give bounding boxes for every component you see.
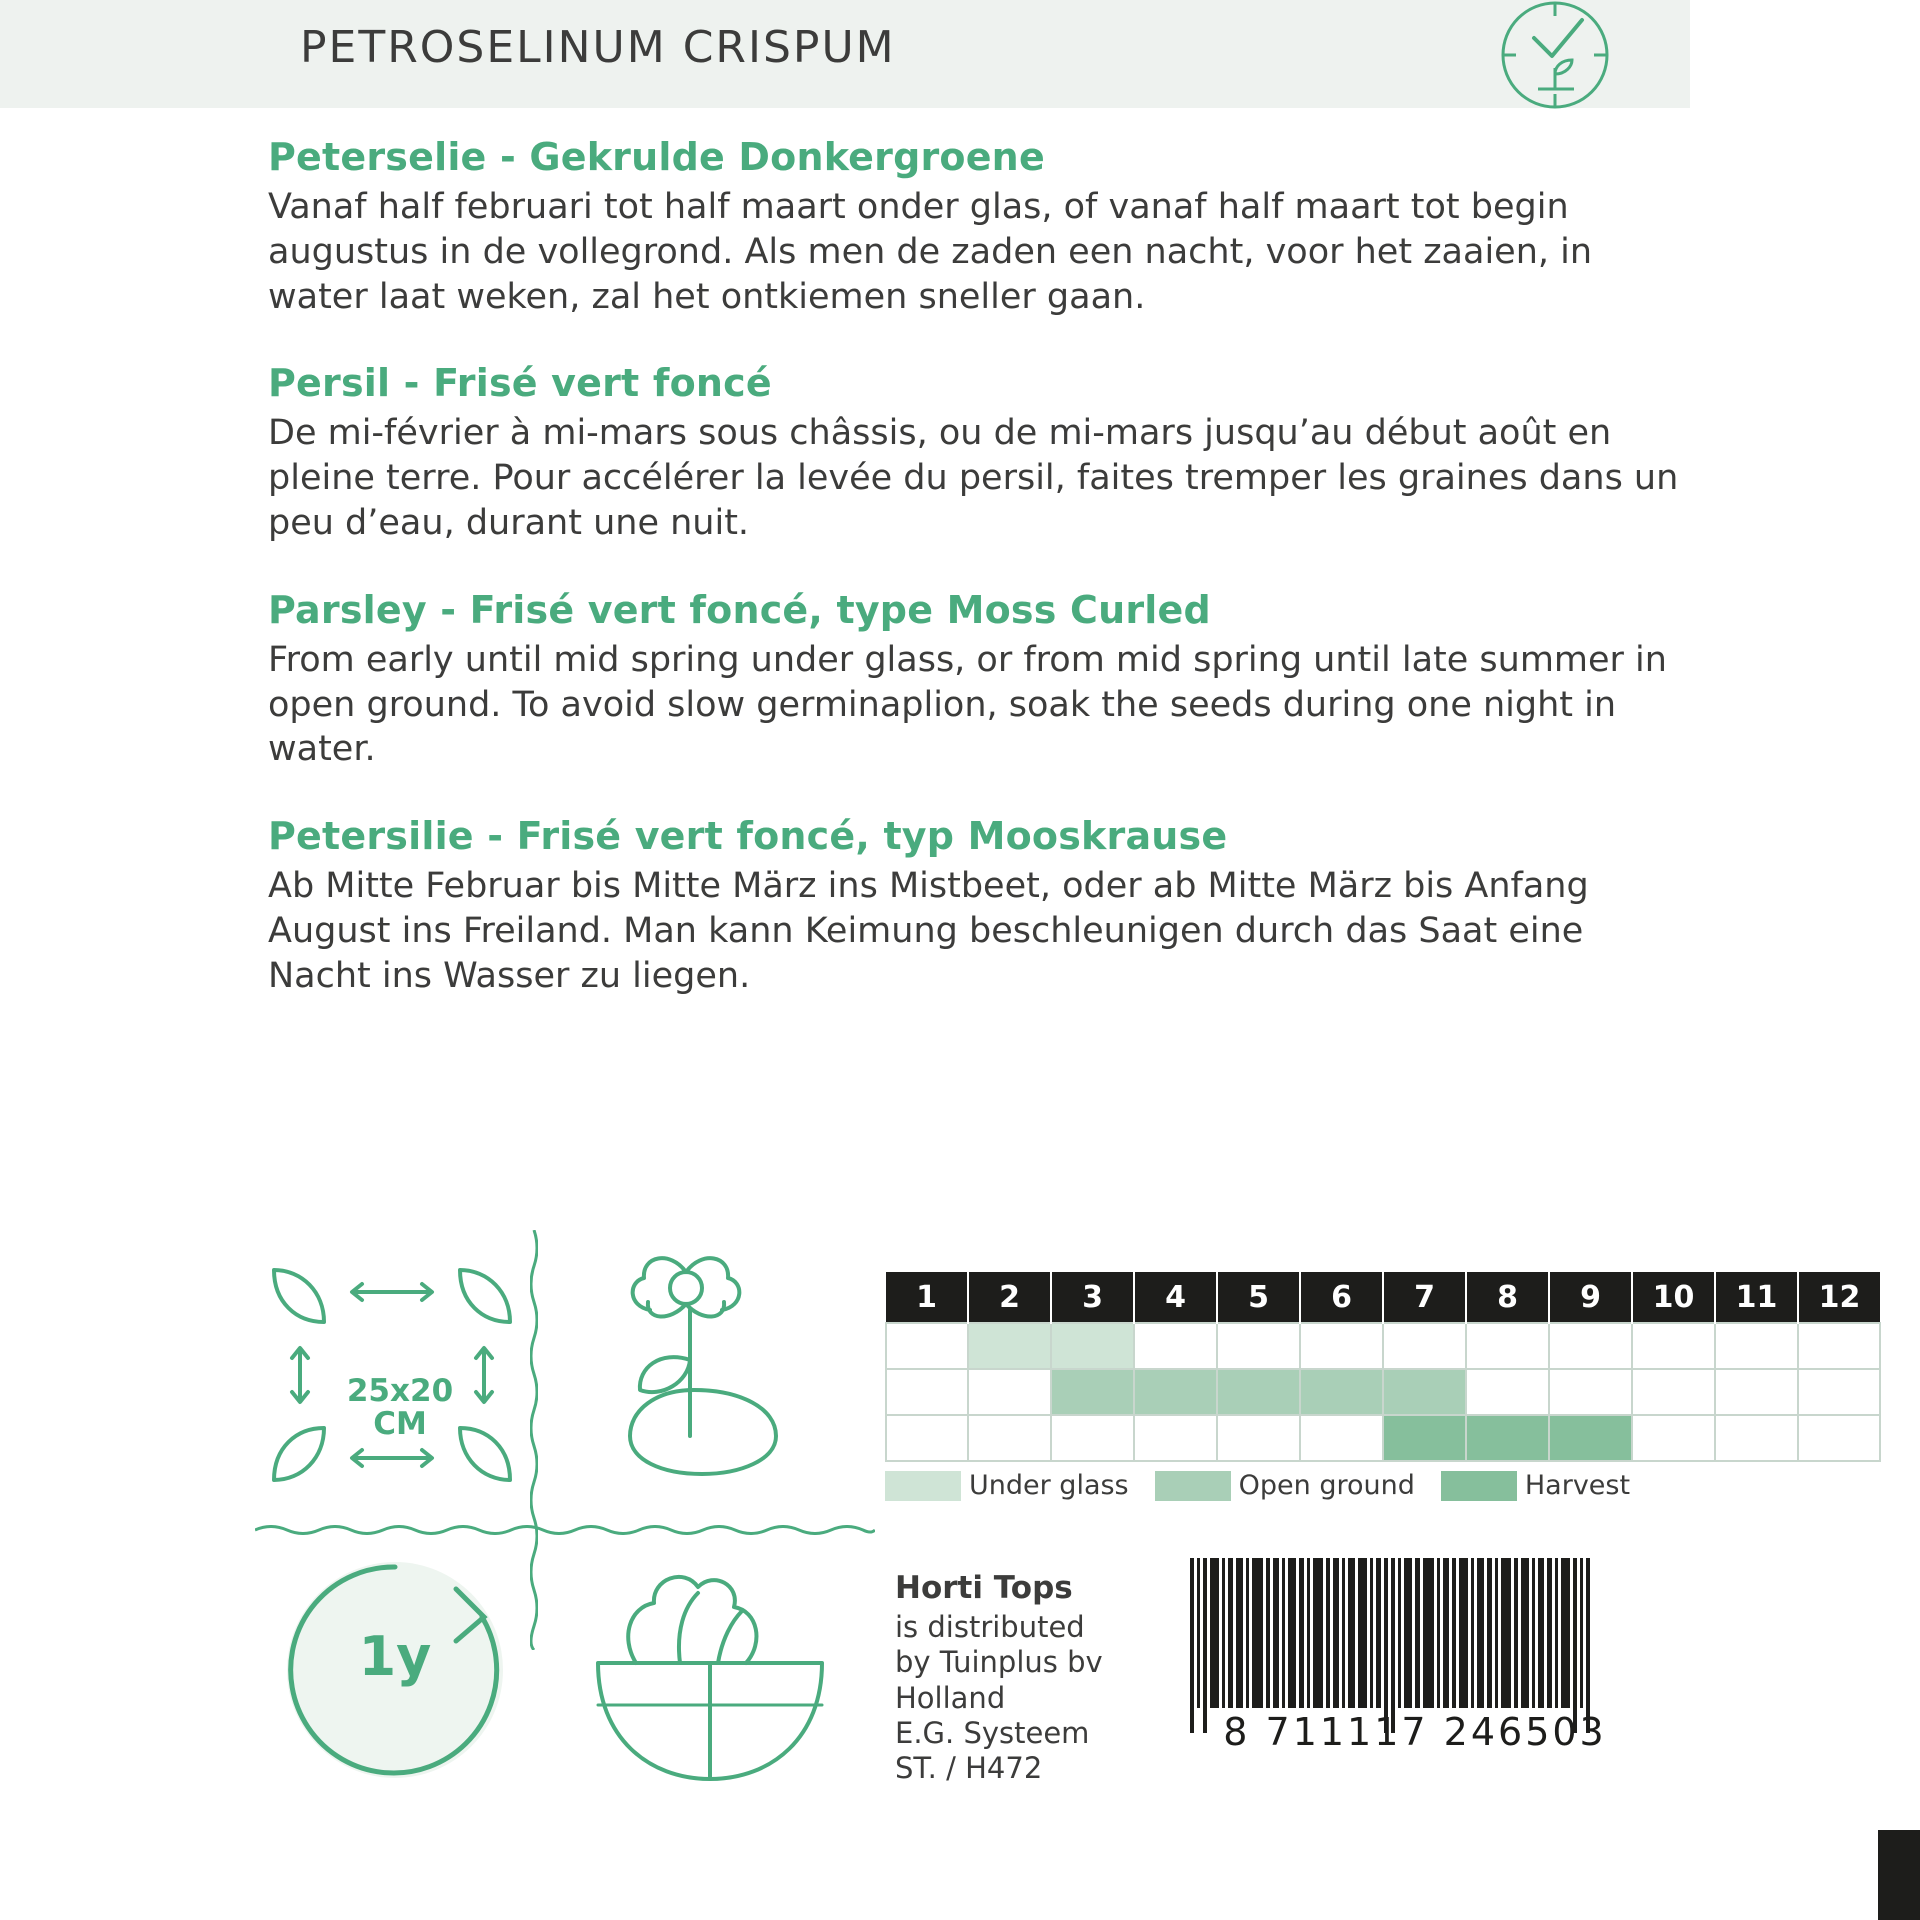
calendar-row-open-ground (886, 1369, 1880, 1415)
instruction-block-nl (268, 135, 1688, 319)
cell-12 (1798, 1323, 1880, 1369)
month-header-6: 6 (1300, 1272, 1383, 1323)
cell-7 (1383, 1369, 1466, 1415)
legend-swatch-open-ground (1155, 1471, 1231, 1501)
spacing-value: 25x20 (346, 1373, 454, 1409)
month-header-7: 7 (1383, 1272, 1466, 1323)
legend-label-open-ground: Open ground (1238, 1470, 1415, 1501)
legend-label-under-glass: Under glass (969, 1470, 1129, 1501)
calendar-body (886, 1323, 1880, 1461)
legend-swatch-harvest (1441, 1471, 1517, 1501)
cell-4 (1134, 1323, 1217, 1369)
month-header-8: 8 (1466, 1272, 1549, 1323)
cell-12 (1798, 1415, 1880, 1461)
distributor-info (895, 1570, 1195, 1787)
cell-8 (1466, 1369, 1549, 1415)
calendar-legend (885, 1470, 1656, 1501)
month-header-4: 4 (1134, 1272, 1217, 1323)
cell-11 (1715, 1323, 1798, 1369)
barcode (1190, 1558, 1640, 1768)
month-header-10: 10 (1632, 1272, 1715, 1323)
calendar-table (885, 1272, 1881, 1462)
cell-2 (968, 1369, 1051, 1415)
cell-2 (968, 1415, 1051, 1461)
cell-3 (1051, 1415, 1134, 1461)
divider-vertical (530, 1230, 538, 1650)
cell-6 (1300, 1415, 1383, 1461)
instruction-block-en (268, 588, 1688, 772)
cell-11 (1715, 1415, 1798, 1461)
barcode-bars (1190, 1558, 1640, 1733)
cell-7 (1383, 1323, 1466, 1369)
instruction-block-de (268, 814, 1688, 998)
barcode-digits: 8 711117 246503 (1223, 1710, 1607, 1754)
section-body-nl: Vanaf half februari tot half maart onder glas, of vanaf half maart tot begin augustus in de vollegrond. Als men de zaden een nacht, voor het zaaien, in water laat weken, zal het ontkiemen sneller gaan. (268, 187, 1593, 317)
spacing-unit: CM (373, 1405, 427, 1442)
cell-1 (886, 1323, 968, 1369)
instruction-block-fr (268, 361, 1688, 545)
month-header-2: 2 (968, 1272, 1051, 1323)
cell-3 (1051, 1369, 1134, 1415)
section-title-fr: Persil - Frisé vert foncé (268, 361, 772, 406)
cell-8 (1466, 1323, 1549, 1369)
cell-6 (1300, 1323, 1383, 1369)
page-title: PETROSELINUM CRISPUM (300, 22, 896, 73)
cell-10 (1632, 1369, 1715, 1415)
month-header-5: 5 (1217, 1272, 1300, 1323)
cell-6 (1300, 1369, 1383, 1415)
cell-1 (886, 1369, 968, 1415)
print-corner-mark (1878, 1830, 1920, 1920)
distributor-line-4: E.G. Systeem (895, 1715, 1090, 1750)
cell-3 (1051, 1323, 1134, 1369)
cell-2 (968, 1323, 1051, 1369)
section-body-en: From early until mid spring under glass, or from mid spring until late summer in open ground. To avoid slow germinaplion, soak the seeds during one night in water. (268, 639, 1667, 770)
lifecycle-label: 1y (358, 1625, 432, 1688)
cell-8 (1466, 1415, 1549, 1461)
legend-label-harvest: Harvest (1524, 1470, 1631, 1501)
cell-12 (1798, 1369, 1880, 1415)
instructions (268, 135, 1688, 1041)
cell-5 (1217, 1415, 1300, 1461)
month-header-3: 3 (1051, 1272, 1134, 1323)
cell-5 (1217, 1323, 1300, 1369)
cell-7 (1383, 1415, 1466, 1461)
calendar-row-harvest (886, 1415, 1880, 1461)
flowering-plant-icon (590, 1240, 840, 1500)
section-title-nl: Peterselie - Gekrulde Donkergroene (268, 135, 1045, 179)
spacing-label (335, 1375, 465, 1440)
distributor-line-3: Holland (895, 1680, 1006, 1715)
clock-seedling-icon (1490, 0, 1620, 120)
legend-swatch-under-glass (885, 1471, 961, 1501)
cell-11 (1715, 1369, 1798, 1415)
month-header-12: 12 (1798, 1272, 1880, 1323)
section-title-de: Petersilie - Frisé vert foncé, typ Mooskrause (268, 814, 1228, 859)
calendar-header-row (886, 1272, 1880, 1323)
cell-1 (886, 1415, 968, 1461)
section-body-de: Ab Mitte Februar bis Mitte März ins Mistbeet, oder ab Mitte März bis Anfang August ins Freiland. Man kann Keimung beschleunigen durch das Saat eine Nacht ins Wasser zu liegen. (268, 866, 1589, 996)
cell-10 (1632, 1323, 1715, 1369)
calendar-row-under-glass (886, 1323, 1880, 1369)
month-header-11: 11 (1715, 1272, 1798, 1323)
divider-horizontal (255, 1520, 875, 1530)
distributor-line-5: ST. / H472 (895, 1751, 1043, 1786)
cell-9 (1549, 1415, 1632, 1461)
cell-4 (1134, 1415, 1217, 1461)
month-header-9: 9 (1549, 1272, 1632, 1323)
cell-10 (1632, 1415, 1715, 1461)
cell-4 (1134, 1369, 1217, 1415)
cell-5 (1217, 1369, 1300, 1415)
section-body-fr: De mi-février à mi-mars sous châssis, ou de mi-mars jusqu’au début août en pleine terre. Pour accélérer la levée du persil, faites tremper les graines dans un peu d’eau, durant une nuit. (268, 413, 1679, 543)
brand-name: Horti Tops (895, 1570, 1073, 1606)
cell-9 (1549, 1369, 1632, 1415)
cell-9 (1549, 1323, 1632, 1369)
sowing-calendar (885, 1272, 1881, 1462)
distributor-line-1: is distributed (895, 1609, 1085, 1644)
salad-bowl-icon (580, 1545, 840, 1795)
month-header-1: 1 (886, 1272, 968, 1323)
distributor-line-2: by Tuinplus bv (895, 1645, 1103, 1680)
section-title-en: Parsley - Frisé vert foncé, type Moss Curled (268, 587, 1211, 632)
